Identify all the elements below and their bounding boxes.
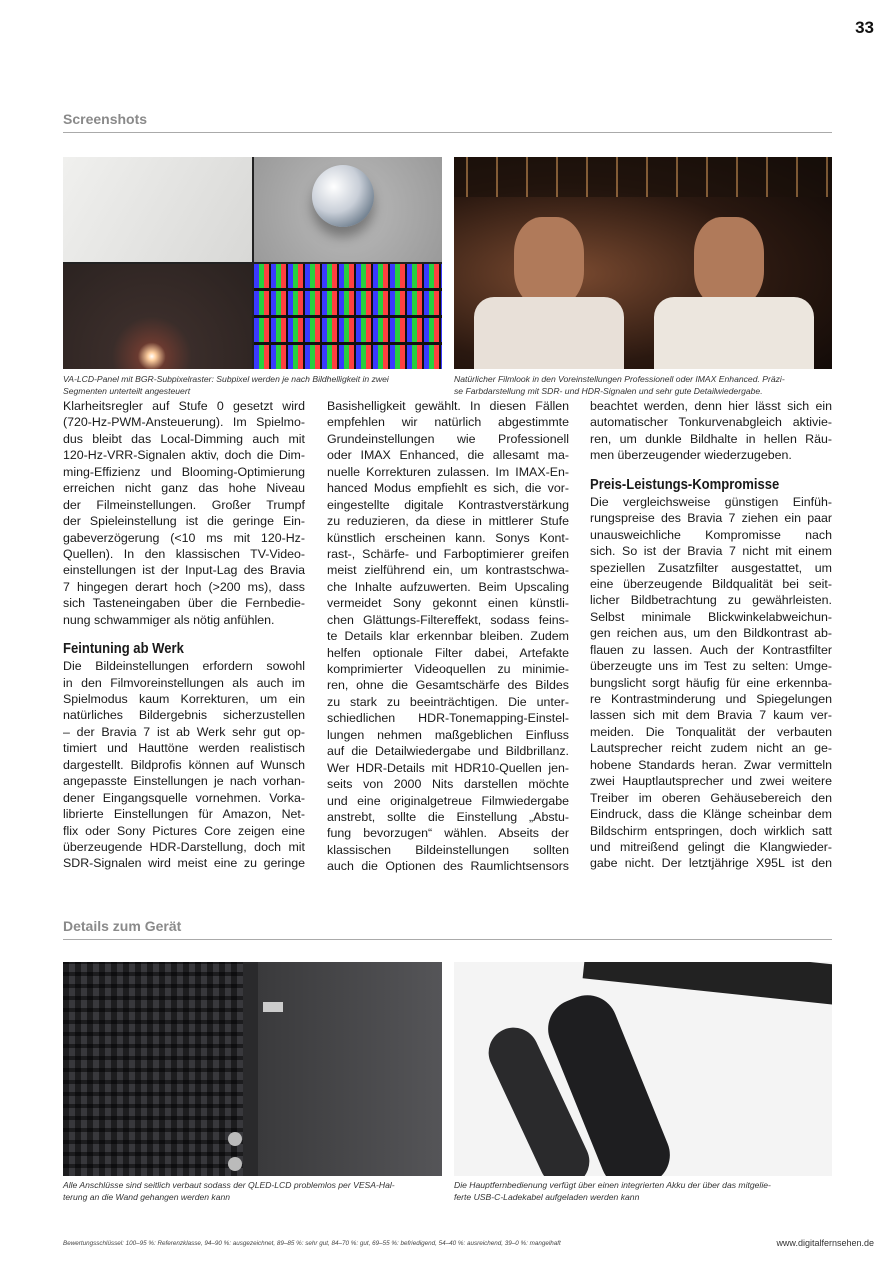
text-line: fung bevorzugen“ wählen. Abseits der	[327, 826, 569, 841]
text-line: (720-Hz-PWM-Ansteuerung). Im Spielmo-	[63, 415, 305, 430]
text-line: und eine originalgetreue Filmwiedergabe	[327, 793, 569, 808]
article-column-1	[63, 398, 305, 872]
text-line: flix oder Sony Pictures Core zeigen eine	[63, 823, 305, 838]
text-line: dus bleibt das Local-Dimming auch mit	[63, 431, 305, 446]
text-line: natürliches Bildergebnis sicherzustellen	[63, 708, 305, 723]
caption-line: Die Hauptfernbedienung verfügt über einen integrierten Akku der über das mitgelie-	[454, 1180, 771, 1190]
text-line: zu reduzieren, da diese in mittlerer Stufe	[327, 514, 569, 529]
article-column-2	[327, 398, 569, 875]
text-line: Selbst minimale Blickwinkelabweichun-	[590, 609, 832, 624]
text-line: lungen nehmen maßgeblichen Einfluss	[327, 727, 569, 742]
text-line: helfen optionale Filter dabei, Artefakte	[327, 645, 569, 660]
text-line: zu stark zu beeinträchtigen. Die unter-	[327, 694, 569, 709]
text-line: Grundeinstellungen wie Professionell	[327, 431, 569, 446]
text-line: – der Bravia 7 ist ab Werk sehr gut op-	[63, 724, 305, 739]
text-line: ren, um dunkle Bildhalte in hellen Räu-	[590, 431, 832, 446]
text-line: in den Filmvoreinstellungen als auch im	[63, 675, 305, 690]
caption-film	[454, 374, 834, 397]
text-line: komprimierter Videoquellen zu minimie-	[327, 662, 569, 676]
text-line: men überzeugender wiederzugeben.	[590, 448, 792, 463]
text-line: oder IMAX Enhanced, die allesamt ma-	[327, 448, 569, 463]
paragraph	[63, 658, 305, 872]
text-line: empfehlen wir natürlich abgestimmte	[327, 415, 569, 430]
text-line: zwei Hauptlautsprecher und zwei weitere	[590, 774, 832, 789]
paragraph	[590, 398, 832, 464]
text-line: Basishelligkeit gewählt. In diesen Fällen	[327, 399, 569, 413]
text-line: sich Tasteneingaben über die Fernbedie-	[63, 596, 305, 611]
panel-subpixel-image	[63, 157, 442, 369]
text-line: hanced Modus empfiehlt es sich, die vor-	[327, 481, 569, 496]
text-line: flauen zu lassen. Auch der Kontrastfilter	[590, 642, 832, 657]
rating-key: Bewertungsschlüssel: 100–95 %: Referenzklasse, 94–90 %: ausgezeichnet, 89–85 %: sehr gut, 84–70 %: gut, 69–55 %: befriedigend, 54–40 %: ausreichend, 39–0 %: mangelhaft	[63, 1240, 561, 1247]
text-line: Die Bildeinstellungen erfordern sowohl	[63, 659, 305, 674]
text-line: licher Bildbetrachtung zu gewährleisten.	[590, 593, 832, 608]
text-line: rungspreise des Bravia 7 ziehen ein paar	[590, 511, 832, 526]
caption-line: Natürlicher Filmlook in den Voreinstellungen Professionell oder IMAX Enhanced. Präzi-	[454, 374, 785, 384]
text-line: eingestellte digitale Kontrastverstärkung	[327, 497, 569, 512]
text-line: meist zielführend ein, um kontrastschwa-	[327, 563, 569, 578]
text-line: überzeugende HDR-Darstellung, doch mit	[63, 839, 305, 854]
text-line: bungslicht sorgt häufig für eine erkennba-	[590, 675, 832, 690]
text-line: klassischen Bildeinstellungen sollten	[327, 842, 569, 857]
text-line: ren, ohne die Gesamtschärfe des Bildes	[327, 678, 569, 693]
text-line: meiden. Die Tonqualität der verbauten	[590, 724, 832, 739]
text-line: der Filmeinstellungen. Großer Trumpf	[63, 497, 305, 512]
caption-line: Segmenten unterteilt angesteuert	[63, 385, 191, 396]
text-line: und mitreißend gelingt die Klangwieder-	[590, 839, 832, 854]
text-line: lassen sich mit dem Bravia 7 kaum ver-	[590, 708, 832, 723]
text-line: SDR-Signalen wird meist eine zu geringe	[63, 856, 305, 871]
caption-ports	[63, 1180, 443, 1203]
section-heading-screenshots: Screenshots	[63, 111, 832, 133]
text-line: automatischer Tonkurvenabgleich aktivie-	[590, 415, 832, 430]
text-line: gabeverzögerung (<10 ms mit 120-Hz-	[63, 530, 305, 545]
text-line: Klarheitsregler auf Stufe 0 gesetzt wird	[63, 399, 305, 413]
text-line: seits von 2000 Nits darstellen möchte	[327, 777, 569, 792]
subheading-preis-leistung: Preis-Leistungs-Kompromisse	[590, 476, 780, 493]
paragraph	[63, 398, 305, 628]
text-line: speziellen Zusatzfilter ausgestattet, um	[590, 560, 832, 575]
text-line: Bildschirm entspringen, doch wirklich satt	[590, 823, 832, 838]
text-line: dargestellt. Bildprofis können auf Wunsch	[63, 757, 305, 772]
text-line: hobene Standards heran. Zwar vermitteln	[590, 757, 832, 772]
subheading-feintuning: Feintuning ab Werk	[63, 641, 184, 658]
text-line: Treiber im oberen Gehäusebereich den	[590, 790, 832, 805]
text-line: ming-Effizienz und Blooming-Optimierung	[63, 464, 305, 479]
text-line: Lautsprecher reicht zudem nicht an ge-	[590, 741, 832, 756]
text-line: Wer HDR-Details mit HDR10-Quellen jen-	[327, 760, 569, 775]
caption-line: ferte USB-C-Ladekabel aufgeladen werden kann	[454, 1191, 640, 1202]
text-line: dener Eingangsquelle vornehmen. Vorka-	[63, 790, 305, 805]
paragraph	[590, 494, 832, 872]
text-line: beachtet werden, denn hier lässt sich ein	[590, 399, 832, 413]
text-line: auch die Optionen des Raumlichtsensors	[327, 859, 569, 874]
subpixel-grid	[254, 264, 442, 369]
text-line: einstellungen ist der Input-Lag des Bravia	[63, 563, 305, 578]
text-line: 120-Hz-VRR-Signalen aktiv, doch die Dim-	[63, 448, 305, 463]
text-line: gen reichen aus, um den Bildkontrast ab-	[590, 626, 832, 641]
page-number: 33	[855, 18, 874, 37]
text-line: rast-, Schärfe- und Farboptimierer greifen	[327, 546, 569, 561]
text-line: te Details klar erkennbar bleiben. Zudem	[327, 629, 569, 644]
film-scene-image	[454, 157, 832, 369]
caption-line: Alle Anschlüsse sind seitlich verbaut sodass der QLED-LCD problemlos per VESA-Hal-	[63, 1180, 395, 1190]
text-line: chen Glättungs-Filtereffekt, sodass feins-	[327, 612, 569, 627]
paragraph	[327, 398, 569, 875]
caption-remote	[454, 1180, 834, 1203]
text-line: re Kontrastminderung und Spiegelungen	[590, 692, 832, 706]
text-line: Spielmodus kaum Korrekturen, um ein	[63, 692, 305, 706]
article-column-3	[590, 398, 832, 872]
text-line: timiert und Hauttöne werden realistisch	[63, 741, 305, 756]
text-line: Eindruck, dass die Klänge scheinbar dem	[590, 807, 832, 822]
website-link[interactable]: www.digitalfernsehen.de	[776, 1238, 874, 1248]
caption-line: VA-LCD-Panel mit BGR-Subpixelraster: Subpixel werden je nach Bildhelligkeit in zwei	[63, 374, 389, 384]
sphere-graphic	[312, 165, 374, 227]
text-line: angepasste Einstellungen je nach vorhan-	[63, 774, 305, 789]
text-line: der Spieleinstellung ist die geringe Ein-	[63, 514, 305, 529]
text-line: Die vergleichsweise günstigen Einfüh-	[590, 494, 832, 509]
tv-ports-image	[63, 962, 442, 1176]
text-line: eine überzeugende Bildqualität bei seit-	[590, 576, 832, 591]
text-line: erreichen nicht ganz das hohe Niveau	[63, 481, 305, 496]
text-line: Quellen). In den klassischen TV-Video-	[63, 546, 305, 561]
remote-control-image	[454, 962, 832, 1176]
text-line: 7 hingegen derart hoch (>200 ms), dass	[63, 579, 305, 594]
text-line: gabe nicht. Der letztjährige X95L ist den	[590, 856, 832, 871]
text-line: schiedlichen HDR-Tonemapping-Einstel-	[327, 711, 569, 726]
text-line: che Inhalte aufzuwerten. Beim Upscaling	[327, 579, 569, 594]
text-line: unausweichliche Kompromisse nach	[590, 527, 832, 542]
text-line: künstlich erscheinen kann. Sonys Kont-	[327, 530, 569, 545]
text-line: nuelle Korrekturen zulassen. Im IMAX-En-	[327, 464, 569, 479]
text-line: auf die Detailwiedergabe und Bildbrillanz.	[327, 744, 569, 759]
text-line: anstrebt, sollte die Einstellung „Abstu-	[327, 809, 569, 824]
section-heading-details: Details zum Gerät	[63, 918, 832, 940]
caption-line: terung an die Wand gehangen werden kann	[63, 1191, 231, 1202]
caption-panel	[63, 374, 443, 397]
text-line: nung schwammiger als nötig anfühlen.	[63, 612, 275, 627]
text-line: sich. So ist der Bravia 7 nicht mit einem	[590, 544, 832, 559]
text-line: überzeugte uns im Test zu selten: Umge-	[590, 659, 832, 674]
text-line: librierte Einstellungen für Amazon, Net-	[63, 807, 305, 822]
text-line: vermeidet Sony gekonnt einen künstli-	[327, 596, 569, 611]
caption-line: se Farbdarstellung mit SDR- und HDR-Signalen und sehr gute Detailwiedergabe.	[454, 385, 763, 396]
